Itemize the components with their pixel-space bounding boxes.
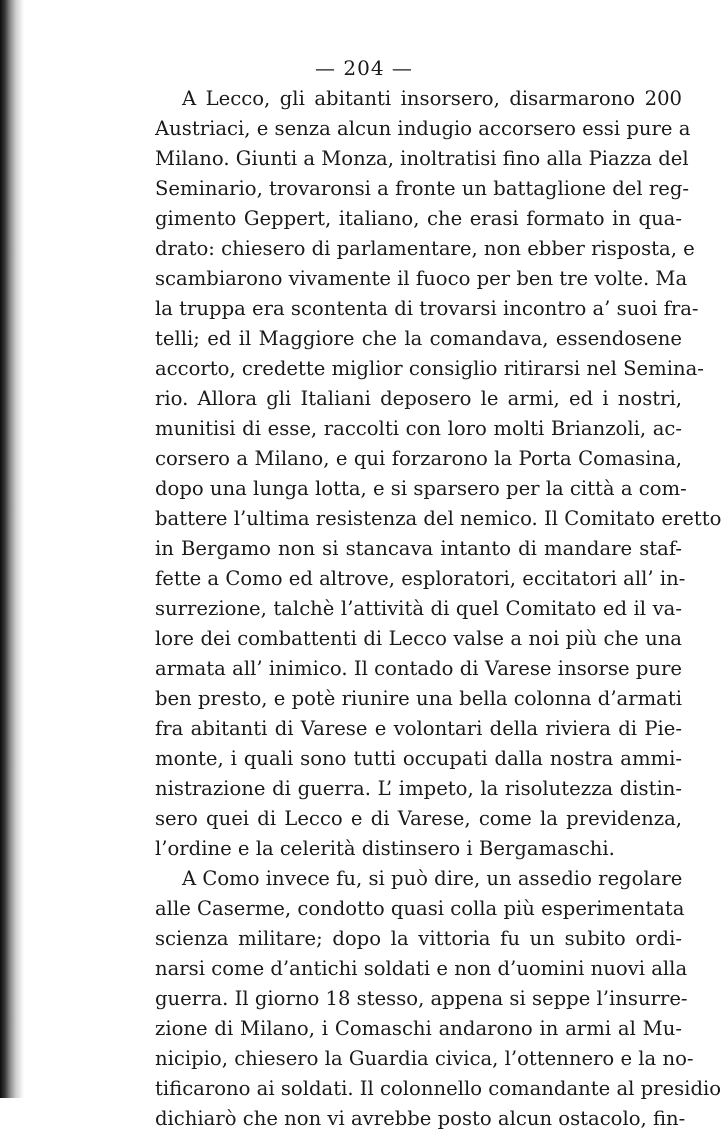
text-line: monte, i quali sono tutti occupati dalla nostra ammi-: [155, 747, 682, 770]
text-line: Austriaci, e senza alcun indugio accorsero essi pure a: [155, 117, 691, 140]
text-line: dichiarò che non vi avrebbe posto alcun ostacolo, fin-: [155, 1107, 686, 1130]
text-line: gimento Geppert, italiano, che erasi formato in qua-: [155, 207, 682, 230]
text-line: tificarono ai soldati. Il colonnello comandante al presidio: [155, 1077, 722, 1100]
text-line: corsero a Milano, e qui forzarono la Porta Comasina,: [155, 447, 682, 470]
text-line: alle Caserme, condotto quasi colla più esperimentata: [155, 897, 685, 920]
text-line: l’ordine e la celerità distinsero i Bergamaschi.: [155, 837, 615, 860]
text-line: Milano. Giunti a Monza, inoltratisi fino alla Piazza del: [155, 147, 689, 170]
text-line: rio. Allora gli Italiani deposero le armi, ed i nostri,: [155, 387, 682, 410]
text-line: battere l’ultima resistenza del nemico. Il Comitato eretto: [155, 507, 722, 530]
text-line: nicipio, chiesero la Guardia civica, l’ottennero e la no-: [155, 1047, 694, 1070]
text-line: fette a Como ed altrove, esploratori, eccitatori all’ in-: [155, 567, 686, 590]
text-line: telli; ed il Maggiore che la comandava, essendosene: [155, 327, 682, 350]
text-line: surrezione, talchè l’attività di quel Comitato ed il va-: [155, 597, 682, 620]
text-line: armata all’ inimico. Il contado di Varese insorse pure: [155, 657, 682, 680]
text-line: scienza militare; dopo la vittoria fu un subito ordi-: [155, 927, 682, 950]
text-line: ben presto, e potè riunire una bella colonna d’armati: [155, 687, 682, 710]
page-binding-edge: [0, 0, 24, 1098]
text-line: nistrazione di guerra. L’ impeto, la risolutezza distin-: [155, 777, 682, 800]
text-line: narsi come d’antichi soldati e non d’uomini nuovi alla: [155, 957, 688, 980]
text-line: lore dei combattenti di Lecco valse a noi più che una: [155, 627, 682, 650]
text-line: la truppa era scontenta di trovarsi incontro a’ suoi fra-: [155, 297, 699, 320]
text-line: munitisi di esse, raccolti con loro molti Brianzoli, ac-: [155, 417, 682, 440]
text-line: zione di Milano, i Comaschi andarono in armi al Mu-: [155, 1017, 682, 1040]
text-line: guerra. Il giorno 18 stesso, appena si seppe l’insurre-: [155, 987, 688, 1010]
text-line: A Como invece fu, si può dire, un assedio regolare: [182, 867, 683, 890]
page-number: — 204 —: [315, 56, 413, 80]
text-line: Seminario, trovaronsi a fronte un battaglione del reg-: [155, 177, 690, 200]
text-line: accorto, credette miglior consiglio ritirarsi nel Semina-: [155, 357, 704, 380]
text-line: scambiarono vivamente il fuoco per ben tre volte. Ma: [155, 267, 688, 290]
text-line: in Bergamo non si stancava intanto di mandare staf-: [155, 537, 682, 560]
text-line: fra abitanti di Varese e volontari della riviera di Pie-: [155, 717, 682, 740]
text-line: A Lecco, gli abitanti insorsero, disarmarono 200: [182, 87, 682, 110]
text-line: dopo una lunga lotta, e si sparsero per la città a com-: [155, 477, 687, 500]
text-line: drato: chiesero di parlamentare, non ebber risposta, e: [155, 237, 695, 260]
text-line: sero quei di Lecco e di Varese, come la previdenza,: [155, 807, 682, 830]
